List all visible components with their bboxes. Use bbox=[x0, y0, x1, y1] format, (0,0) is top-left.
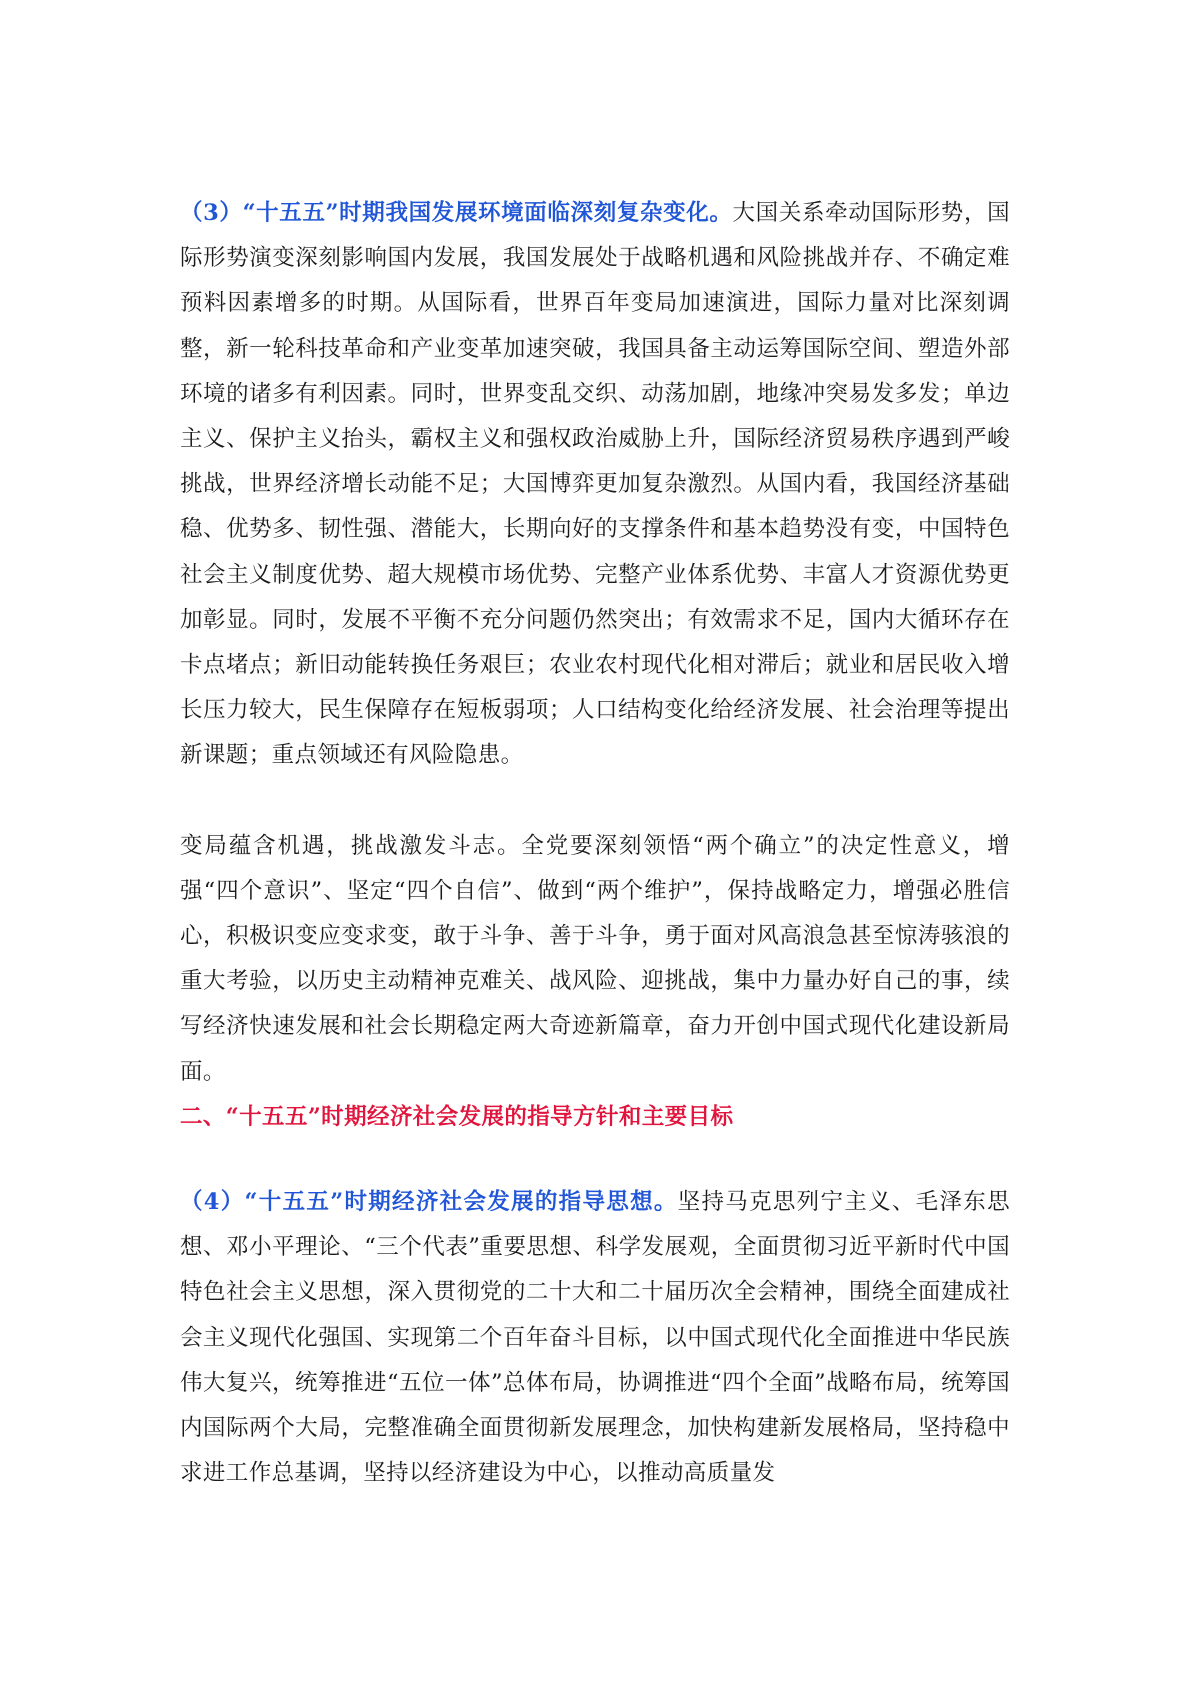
section-4-body: 坚持马克思列宁主义、毛泽东思想、邓小平理论、“三个代表”重要思想、科学发展观，全面贯彻习近平新时代中国特色社会主义思想，深入贯彻党的二十大和二十届历次全会精神，围绕全面建成社会主义现代化强国、实现第二个百年奋斗目标，以中国式现代化全面推进中华民族伟大复兴，统筹推进“五位一体”总体布局，协调推进“四个全面”战略布局，统筹国内国际两个大局，完整准确全面贯彻新发展理念，加快构建新发展格局，坚持稳中求进工作总基调，坚持以经济建设为中心，以推动高质量发 bbox=[180, 1189, 1010, 1487]
section-3-body: 大国关系牵动国际形势，国际形势演变深刻影响国内发展，我国发展处于战略机遇和风险挑战并存、不确定难预料因素增多的时期。从国际看，世界百年变局加速演进，国际力量对比深刻调整，新一轮科技革命和产业变革加速突破，我国具备主动运筹国际空间、塑造外部环境的诸多有利因素。同时，世界变乱交织、动荡加剧，地缘冲突易发多发；单边主义、保护主义抬头，霸权主义和强权政治威胁上升，国际经济贸易秩序遇到严峻挑战，世界经济增长动能不足；大国博弈更加复杂激烈。从国内看，我国经济基础稳、优势多、韧性强、潜能大，长期向好的支撑条件和基本趋势没有变，中国特色社会主义制度优势、超大规模市场优势、完整产业体系优势、丰富人才资源优势更加彰显。同时，发展不平衡不充分问题仍然突出；有效需求不足，国内大循环存在卡点堵点；新旧动能转换任务艰巨；农业农村现代化相对滞后；就业和居民收入增长压力较大，民生保障存在短板弱项；人口结构变化给经济发展、社会治理等提出新课题；重点领域还有风险隐患。 bbox=[180, 200, 1010, 769]
section-4-paragraph bbox=[180, 1180, 1010, 1496]
section-4-lead: （4）“十五五”时期经济社会发展的指导思想。 bbox=[180, 1189, 678, 1216]
section-3-lead: （3）“十五五”时期我国发展环境面临深刻复杂变化。 bbox=[180, 200, 733, 226]
section-3-paragraph bbox=[180, 191, 1010, 779]
challenge-paragraph: 变局蕴含机遇，挑战激发斗志。全党要深刻领悟“两个确立”的决定性意义，增强“四个意识”、坚定“四个自信”、做到“两个维护”，保持战略定力，增强必胜信心，积极识变应变求变，敢于斗争、善于斗争，勇于面对风高浪急甚至惊涛骇浪的重大考验，以历史主动精神克难关、战风险、迎挑战，集中力量办好自己的事，续写经济快速发展和社会长期稳定两大奇迹新篇章，奋力开创中国式现代化建设新局面。 bbox=[180, 832, 1010, 1085]
document-content bbox=[180, 191, 1010, 1496]
section-heading-2: 二、“十五五”时期经济社会发展的指导方针和主要目标 bbox=[180, 1103, 734, 1130]
